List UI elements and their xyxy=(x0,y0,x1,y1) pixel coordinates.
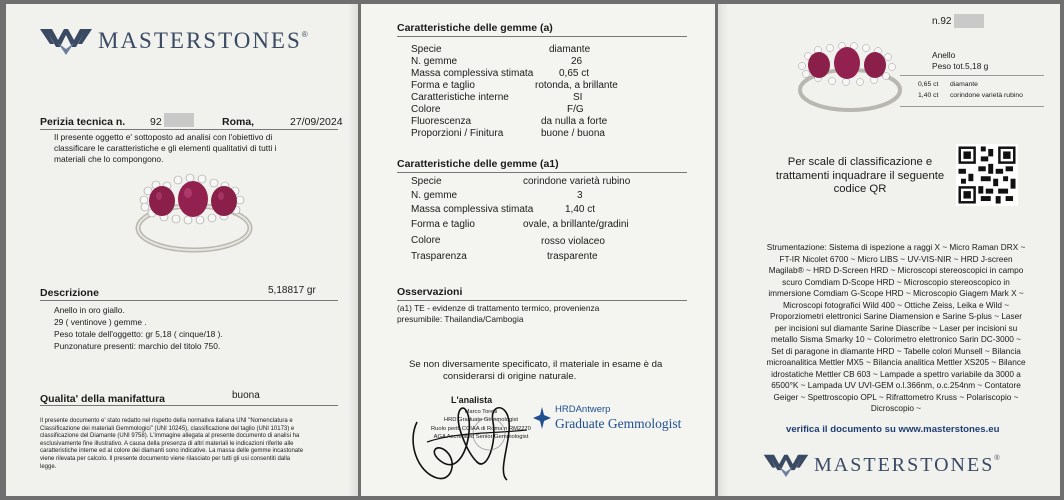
observations-title: Osservazioni xyxy=(397,286,463,298)
ring-thumbnail xyxy=(788,40,908,116)
instrument-line: Dicroscopio ~ xyxy=(870,404,922,413)
description-label: Descrizione xyxy=(40,287,99,299)
report-date: 27/09/2024 xyxy=(290,116,343,128)
gem-a-label: Massa complessiva stimata xyxy=(411,68,534,79)
divider xyxy=(40,405,338,406)
divider xyxy=(397,300,687,301)
gem-a-value: rotonda, a brillante xyxy=(535,80,618,91)
intro-line: materiali che lo compongono. xyxy=(54,154,164,164)
gem-a1-label: Specie xyxy=(411,176,442,187)
right-panel xyxy=(718,4,1060,496)
redacted-area xyxy=(164,113,194,127)
gem-a-label: Specie xyxy=(411,44,442,55)
gem-a1-label: Colore xyxy=(411,235,441,246)
gem-a-value: buone / buona xyxy=(541,128,605,139)
gem-a1-label: N. gemme xyxy=(411,190,458,201)
ring-photo xyxy=(124,172,262,256)
instrument-line: Geiger ~ Spettroscopio OPL ~ Rifrattometro Kruss ~ Polariscopio ~ xyxy=(773,392,1019,402)
fold-shadow xyxy=(348,4,358,496)
qr-text-line: codice QR xyxy=(833,183,887,196)
hrd-name: HRDAntwerp xyxy=(555,404,611,415)
gem-a-label: Colore xyxy=(411,104,441,115)
masterstones-logo xyxy=(762,452,1000,478)
gem-a-value: SI xyxy=(573,92,583,103)
redacted-area xyxy=(954,14,984,28)
masterstones-emblem-icon xyxy=(38,26,94,56)
divider xyxy=(40,300,338,301)
qr-text-line: Per scale di classificazione e xyxy=(787,156,933,168)
gem-a-label: Caratteristiche interne xyxy=(411,92,509,103)
gem-a1-label: Forma e taglio xyxy=(411,219,475,230)
description-weight: 5,18817 gr xyxy=(268,285,316,296)
gem-a1-value: trasparente xyxy=(547,251,598,262)
gem-a1-value: corindone varietà rubino xyxy=(523,176,631,187)
instrument-line: Set di paragone in diamante HRD ~ Tabelle colori Munsell ~ Bilancia xyxy=(771,346,1021,356)
description-line: Peso totale dell'oggetto: gr 5,18 ( cinque/18 ). xyxy=(54,329,223,339)
instrument-line: per incisioni sul diamante Sarine Diascribe ~ Laser per incisioni su xyxy=(774,323,1018,333)
middle-panel xyxy=(361,4,715,496)
report-label: Perizia tecnica n. xyxy=(40,116,126,128)
description-line: 29 ( ventinove ) gemme . xyxy=(54,317,147,327)
hrd-star-icon xyxy=(533,407,551,429)
gem-a1-value: 1,40 ct xyxy=(565,204,596,215)
gem-a-label: Proporzioni / Finitura xyxy=(411,128,504,139)
instrument-line: Proporziometri elettronici Sarine Diamension e Sarine S-plus ~ Laser xyxy=(770,312,1022,321)
registered-mark: ® xyxy=(994,455,1000,462)
analyst-line: Marco Torelli xyxy=(464,409,498,415)
instrument-line: scuro Comdiam D-Scope HRD ~ Microscopio stereoscopico in xyxy=(782,277,1010,287)
mini-row-desc: diamante xyxy=(950,81,978,88)
analyst-label: L'analista xyxy=(451,395,493,405)
instrument-line: FT-IR Nicolet 6700 ~ Micro LIBS ~ UV-VIS-NIR ~ HRD J-screen xyxy=(779,254,1013,264)
object-name: Anello xyxy=(932,50,956,60)
instrument-line: immersione Comdiam G-Scope HRD ~ Microscopio Giagem Mark X ~ xyxy=(768,289,1024,298)
instrument-line: Strumentazione: Sistema di ispezione a raggi X ~ Micro Raman DRX ~ xyxy=(766,243,1026,252)
left-panel xyxy=(6,4,358,496)
object-weight: Peso tot.5,18 g xyxy=(932,61,989,71)
gem-a-value: diamante xyxy=(549,44,591,55)
divider xyxy=(40,129,338,130)
qr-instructions xyxy=(760,156,960,197)
gem-a-value: 0,65 ct xyxy=(559,68,590,79)
description-line: Anello in oro giallo. xyxy=(54,305,125,315)
analyst-line: HRD Graduate Gemmologist xyxy=(443,417,518,424)
instrument-line: microanalitica Mettler MX5 ~ Bilancia analitica Mettler XS205 ~ Bilance xyxy=(766,358,1026,367)
gem-a1-label: Massa complessiva stimata xyxy=(411,204,534,215)
masterstones-emblem-icon xyxy=(762,452,810,478)
gem-a-value: 26 xyxy=(571,56,583,67)
analyst-line: Ruolo periti CCIAA di Roma n RM2270 xyxy=(431,425,531,432)
masterstones-logo xyxy=(38,26,308,56)
fold-shadow xyxy=(718,4,728,496)
origin-note-line: Se non diversamente specificato, il materiale in esame è da xyxy=(409,359,663,370)
observation-line: (a1) TE - evidenze di trattamento termico, provenienza xyxy=(397,303,600,313)
instruments-list xyxy=(740,242,1052,415)
report-place: Roma, xyxy=(222,116,255,128)
logo-text: MASTERSTONES xyxy=(98,28,302,53)
gem-a1-label: Trasparenza xyxy=(411,251,467,262)
hrd-title: Graduate Gemmologist xyxy=(555,416,682,431)
mini-row-desc: corindone varietà rubino xyxy=(950,92,1023,99)
instrument-line: Microscopi fotografici Wild 400 ~ Ottiche Zeiss, Leika e Wild ~ xyxy=(782,300,1010,310)
gem-a-label: N. gemme xyxy=(411,56,458,67)
registered-mark: ® xyxy=(301,30,308,39)
gem-a1-value: 3 xyxy=(577,190,583,201)
mini-row-ct: 0,65 ct xyxy=(918,81,939,88)
qr-code-icon[interactable] xyxy=(956,144,1018,206)
verify-link[interactable]: verifica il documento su www.masterstones.eu xyxy=(786,424,1000,435)
gem-a-label: Forma e taglio xyxy=(411,80,475,91)
instrument-line: metallo Sisma Smarky 10 ~ Colorimetro elettronico Sarin DC-3000 ~ xyxy=(771,335,1021,344)
gem-a-label: Fluorescenza xyxy=(411,116,472,127)
hrd-logo xyxy=(533,404,681,432)
description-line: Punzonature presenti: marchio del titolo 750. xyxy=(54,341,221,351)
intro-line: Il presente oggetto e' sottoposto ad analisi con l'obiettivo di xyxy=(54,132,273,142)
divider xyxy=(900,106,1044,107)
report-number: 92 xyxy=(150,116,162,128)
intro-line: classificare le caratteristiche e gli elementi qualitativi di tutti i xyxy=(54,143,277,153)
mini-row-ct: 1,40 ct xyxy=(918,92,939,99)
legal-disclaimer: Il presente documento e' stato redatto nel rispetto della normativa italiana UNI "Nomenclatura e Classificazione dei materiali Gemmologici" (UNI 10245), classificazione del taglio (UNI 10173) e classificazione del Diamante (UNI 9758). L'immagine allegata al presente documento di analisi ha esclusivamente fine illustrativo. A causa della presenza di altri materiali le indicazioni riferite alle caratteristiche interne ed al colore dei diamanti sono indicative. La massa delle gemme incastonate viene rilevata per calcolo. Il presente documento viene rilasciato per tutti gli usi consentiti dalla legge. xyxy=(40,418,304,470)
gems-a1-title: Caratteristiche delle gemme (a1) xyxy=(397,158,559,170)
instrument-line: Magilab® ~ HRD D-Screen HRD ~ Microscopi stereoscopici in campo xyxy=(768,266,1024,275)
quality-value: buona xyxy=(232,390,260,401)
analyst-line: AGA Accredited Senior Gemmologist xyxy=(433,434,529,441)
observation-line: presumibile: Thailandia/Cambogia xyxy=(397,314,524,324)
qr-text-line: trattamenti inquadrare il seguente xyxy=(775,169,945,182)
origin-note-line: considerarsi di origine naturale. xyxy=(443,371,577,382)
gem-a1-value: rosso violaceo xyxy=(541,236,605,247)
gem-a-value: F/G xyxy=(567,104,584,115)
logo-text: MASTERSTONES xyxy=(814,453,995,476)
gem-a-value: da nulla a forte xyxy=(541,116,608,127)
gems-a-title: Caratteristiche delle gemme (a) xyxy=(397,22,553,34)
divider xyxy=(900,75,1044,76)
instrument-line: 6500°K ~ Lampada UV UVI-GEM o.l.366nm, o.c.254nm ~ Contatore xyxy=(771,381,1021,390)
divider xyxy=(397,36,687,37)
quality-label: Qualita' della manifattura xyxy=(40,393,166,405)
divider xyxy=(397,172,687,173)
instrument-line: idrostatiche Mettler CB 603 ~ Lampade a spettro variabile da 3000 a xyxy=(771,369,1021,379)
analyst-signature xyxy=(397,382,547,488)
document-number: n.92 xyxy=(932,16,952,27)
gem-a1-value: ovale, a brillante/gradini xyxy=(523,219,629,230)
